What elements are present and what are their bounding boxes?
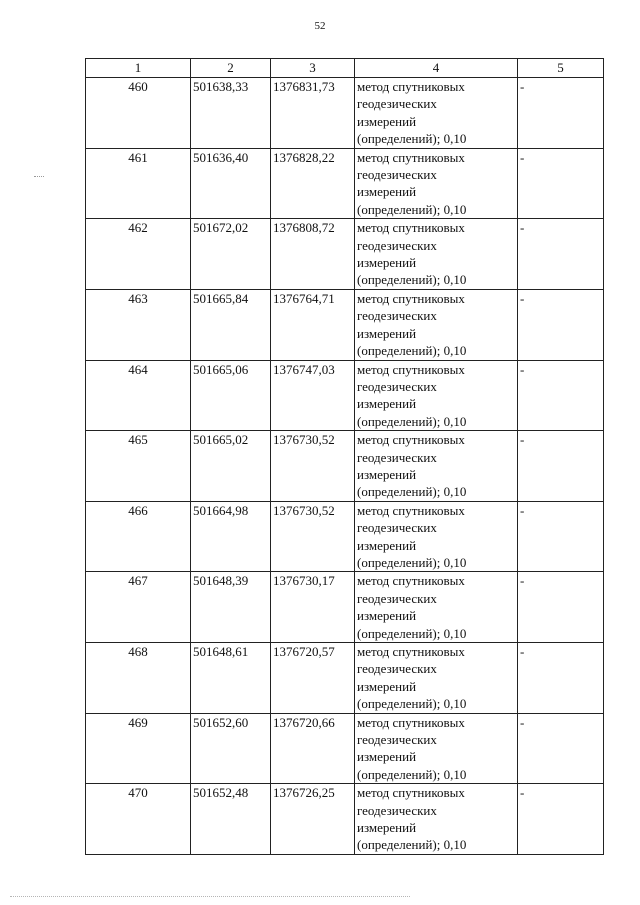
method-line: (определений); 0,10	[357, 625, 467, 641]
column-header-3: 3	[271, 59, 355, 78]
method-cell	[355, 148, 518, 219]
x-coordinate-cell: 501652,48	[191, 784, 271, 855]
method-line: измерений	[357, 113, 417, 129]
method-line: измерений	[357, 255, 417, 271]
x-coordinate-cell: 501665,06	[191, 360, 271, 431]
x-coordinate-cell: 501665,84	[191, 289, 271, 360]
method-line: метод спутниковых	[357, 290, 465, 306]
method-line: измерений	[357, 325, 417, 341]
method-line: геодезических	[357, 590, 437, 606]
method-line: метод спутниковых	[357, 432, 465, 448]
method-line: метод спутниковых	[357, 220, 465, 236]
point-number-cell: 465	[86, 431, 191, 502]
method-line: геодезических	[357, 167, 437, 183]
method-line: метод спутниковых	[357, 714, 465, 730]
note-cell: -	[518, 78, 604, 149]
method-line: метод спутниковых	[357, 149, 465, 165]
method-cell	[355, 713, 518, 784]
method-line: (определений); 0,10	[357, 696, 467, 712]
x-coordinate-cell: 501636,40	[191, 148, 271, 219]
method-line: метод спутниковых	[357, 573, 465, 589]
point-number-cell: 467	[86, 572, 191, 643]
method-line: измерений	[357, 466, 417, 482]
method-line: геодезических	[357, 732, 437, 748]
note-cell: -	[518, 360, 604, 431]
method-line: геодезических	[357, 802, 437, 818]
method-line: метод спутниковых	[357, 79, 465, 94]
method-line: (определений); 0,10	[357, 272, 467, 288]
table-row	[86, 289, 604, 360]
point-number-cell: 466	[86, 501, 191, 572]
x-coordinate-cell: 501672,02	[191, 219, 271, 290]
point-number-cell: 464	[86, 360, 191, 431]
x-coordinate-cell: 501648,39	[191, 572, 271, 643]
column-header-1: 1	[86, 59, 191, 78]
y-coordinate-cell: 1376730,52	[271, 431, 355, 502]
y-coordinate-cell: 1376720,57	[271, 643, 355, 714]
method-cell	[355, 643, 518, 714]
table-row	[86, 148, 604, 219]
method-cell	[355, 360, 518, 431]
table-row	[86, 78, 604, 149]
x-coordinate-cell: 501665,02	[191, 431, 271, 502]
y-coordinate-cell: 1376764,71	[271, 289, 355, 360]
note-cell: -	[518, 148, 604, 219]
y-coordinate-cell: 1376726,25	[271, 784, 355, 855]
note-cell: -	[518, 572, 604, 643]
method-cell	[355, 431, 518, 502]
method-line: измерений	[357, 749, 417, 765]
method-line: (определений); 0,10	[357, 201, 467, 217]
method-line: метод спутниковых	[357, 502, 465, 518]
method-line: измерений	[357, 184, 417, 200]
method-line: (определений); 0,10	[357, 766, 467, 782]
method-cell	[355, 784, 518, 855]
x-coordinate-cell: 501652,60	[191, 713, 271, 784]
page-number: 52	[314, 20, 326, 32]
table-row	[86, 219, 604, 290]
table-row	[86, 572, 604, 643]
point-number-cell: 461	[86, 148, 191, 219]
method-line: (определений); 0,10	[357, 484, 467, 500]
method-line: геодезических	[357, 449, 437, 465]
y-coordinate-cell: 1376720,66	[271, 713, 355, 784]
y-coordinate-cell: 1376831,73	[271, 78, 355, 149]
note-cell: -	[518, 713, 604, 784]
table-row	[86, 431, 604, 502]
point-number-cell: 460	[86, 78, 191, 149]
table-body	[86, 78, 604, 855]
y-coordinate-cell: 1376808,72	[271, 219, 355, 290]
method-line: измерений	[357, 396, 417, 412]
column-header-5: 5	[518, 59, 604, 78]
method-line: геодезических	[357, 520, 437, 536]
method-line: (определений); 0,10	[357, 131, 467, 147]
method-line: (определений); 0,10	[357, 837, 467, 853]
note-cell: -	[518, 501, 604, 572]
method-line: измерений	[357, 537, 417, 553]
point-number-cell: 469	[86, 713, 191, 784]
method-line: измерений	[357, 820, 417, 836]
method-line: (определений); 0,10	[357, 554, 467, 570]
method-cell	[355, 572, 518, 643]
note-cell: -	[518, 289, 604, 360]
y-coordinate-cell: 1376730,17	[271, 572, 355, 643]
point-number-cell: 470	[86, 784, 191, 855]
y-coordinate-cell: 1376730,52	[271, 501, 355, 572]
method-line: метод спутниковых	[357, 644, 465, 659]
method-line: геодезических	[357, 96, 437, 112]
table-row	[86, 713, 604, 784]
x-coordinate-cell: 501664,98	[191, 501, 271, 572]
table-row	[86, 501, 604, 572]
method-line: геодезических	[357, 308, 437, 324]
method-line: измерений	[357, 678, 417, 694]
method-line: (определений); 0,10	[357, 343, 467, 359]
method-cell	[355, 219, 518, 290]
table-row	[86, 784, 604, 855]
method-line: метод спутниковых	[357, 361, 465, 377]
method-line: метод спутниковых	[357, 785, 465, 801]
column-header-2: 2	[191, 59, 271, 78]
method-line: геодезических	[357, 237, 437, 253]
coordinates-table	[85, 58, 604, 855]
column-header-4: 4	[355, 59, 518, 78]
method-line: (определений); 0,10	[357, 413, 467, 429]
method-line: геодезических	[357, 378, 437, 394]
bottom-scan-noise	[10, 896, 410, 897]
method-cell	[355, 501, 518, 572]
note-cell: -	[518, 431, 604, 502]
point-number-cell: 463	[86, 289, 191, 360]
note-cell: -	[518, 643, 604, 714]
table-row	[86, 643, 604, 714]
y-coordinate-cell: 1376747,03	[271, 360, 355, 431]
method-cell	[355, 289, 518, 360]
note-cell: -	[518, 219, 604, 290]
table-header-row	[86, 59, 604, 78]
x-coordinate-cell: 501638,33	[191, 78, 271, 149]
note-cell: -	[518, 784, 604, 855]
method-line: измерений	[357, 608, 417, 624]
method-line: геодезических	[357, 661, 437, 677]
x-coordinate-cell: 501648,61	[191, 643, 271, 714]
margin-scan-mark	[34, 176, 44, 177]
y-coordinate-cell: 1376828,22	[271, 148, 355, 219]
point-number-cell: 462	[86, 219, 191, 290]
point-number-cell: 468	[86, 643, 191, 714]
method-cell	[355, 78, 518, 149]
table-row	[86, 360, 604, 431]
